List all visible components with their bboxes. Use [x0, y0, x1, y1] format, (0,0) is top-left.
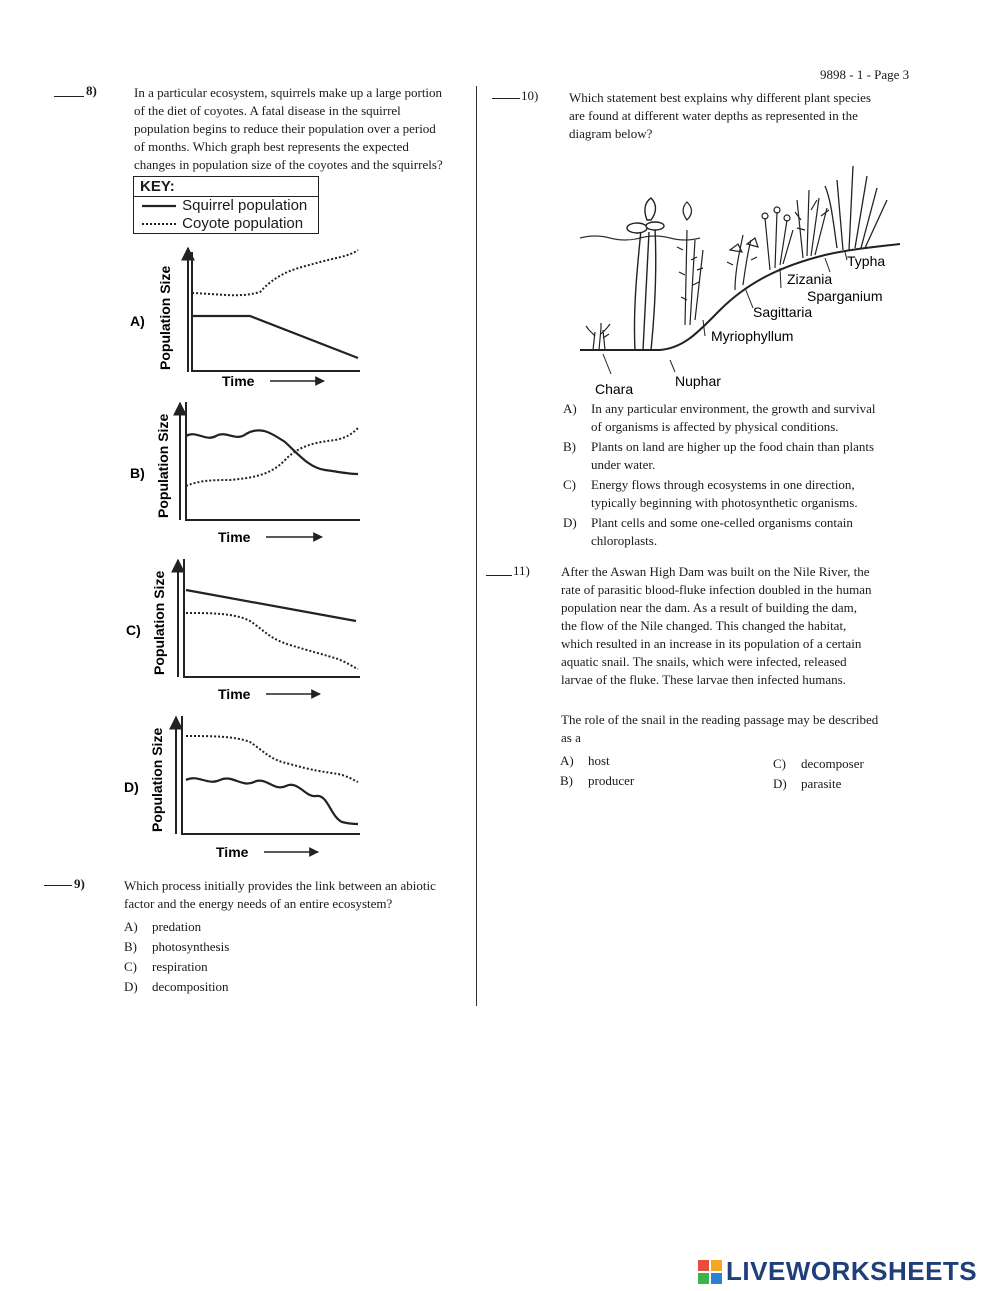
- graph-d-ylabel: Population Size: [149, 727, 165, 832]
- label-typha: Typha: [847, 253, 886, 269]
- label-sagittaria: Sagittaria: [753, 304, 813, 320]
- logo-grid-icon: [698, 1260, 722, 1284]
- page-ref: 9898 - 1 - Page 3: [820, 67, 910, 82]
- q11-line: which resulted in an increase in its population of a certain: [561, 636, 862, 651]
- q10-option-b[interactable]: B) Plants on land are higher up the food chain than plants under water.: [563, 439, 875, 472]
- q9-option-c[interactable]: C) respiration: [124, 959, 208, 974]
- q11-option-a[interactable]: A) host: [560, 753, 610, 768]
- graph-a-label: A): [130, 313, 145, 329]
- sagittaria-plant: [727, 235, 758, 290]
- q9-text: [124, 877, 474, 913]
- key-dotted-label: Coyote population: [182, 215, 304, 232]
- q11-line: After the Aswan High Dam was built on the Nile River, the: [561, 564, 870, 579]
- q11-line: rate of parasitic blood-fluke infection doubled in the human: [561, 582, 872, 597]
- q10-option-d[interactable]: D) Plant cells and some one-celled organisms contain chloroplasts.: [563, 515, 853, 548]
- q10-line: Which statement best explains why different plant species: [569, 90, 871, 105]
- q8-text: [134, 84, 479, 174]
- key-title: KEY:: [134, 177, 318, 197]
- q10-line: are found at different water depths as represented in the: [569, 108, 858, 123]
- dotted-line-swatch: [140, 220, 178, 228]
- label-nuphar: Nuphar: [675, 373, 721, 389]
- q11-prompt-line: The role of the snail in the reading passage may be described: [561, 712, 879, 727]
- typha-plant: [825, 166, 887, 250]
- graph-a-coyote-line: [192, 250, 358, 295]
- q10-options: [563, 400, 908, 552]
- graph-d-xlabel: Time: [216, 844, 249, 860]
- liveworksheets-logo: [698, 1256, 977, 1287]
- graph-c-ylabel: Population Size: [151, 570, 167, 675]
- q8-line: of the diet of coyotes. A fatal disease in the squirrel: [134, 103, 401, 118]
- q11-option-b[interactable]: B) producer: [560, 773, 635, 788]
- key-solid-row: [134, 197, 318, 215]
- plant-depth-diagram: [575, 160, 915, 400]
- q9-option-d[interactable]: D) decomposition: [124, 979, 229, 994]
- graph-a-ylabel: Population Size: [157, 265, 173, 370]
- graph-d-squirrel-line: [186, 778, 358, 824]
- q11-prompt-line: as a: [561, 730, 581, 745]
- q11-text: [561, 563, 906, 689]
- q11-number: 11): [513, 563, 530, 578]
- chara-plant: [586, 323, 610, 350]
- q11-line: the flow of the Nile changed. This changed the habitat,: [561, 618, 847, 633]
- graph-a: [130, 248, 360, 389]
- q8-graphs: [120, 240, 370, 870]
- key-dotted-row: [134, 215, 318, 233]
- q8-line: population begins to reduce their population over a period: [134, 121, 436, 136]
- graph-c-squirrel-line: [186, 590, 356, 621]
- graph-a-xlabel: Time: [222, 373, 255, 389]
- q9-option-b[interactable]: B) photosynthesis: [124, 939, 230, 954]
- nuphar-plant: [627, 198, 664, 350]
- q9-line: factor and the energy needs of an entire ecosystem?: [124, 896, 393, 911]
- q11-line: population near the dam. As a result of building the dam,: [561, 600, 858, 615]
- label-sparganium: Sparganium: [807, 288, 883, 304]
- q8-line: changes in population size of the coyotes and the squirrels?: [134, 157, 443, 172]
- q10-line: diagram below?: [569, 126, 653, 141]
- label-myriophyllum: Myriophyllum: [711, 328, 794, 344]
- graph-a-squirrel-line: [192, 316, 358, 358]
- q9-line: Which process initially provides the link between an abiotic: [124, 878, 436, 893]
- graph-c-xlabel: Time: [218, 686, 251, 702]
- label-zizania: Zizania: [787, 271, 833, 287]
- q10-text: [569, 89, 909, 143]
- graph-c-label: C): [126, 622, 141, 638]
- q9-number: 9): [74, 876, 85, 891]
- q9-option-a[interactable]: A) predation: [124, 919, 202, 934]
- q8-number: 8): [86, 83, 97, 98]
- graph-d-label: D): [124, 779, 139, 795]
- answer-blank-8[interactable]: [54, 84, 84, 97]
- label-chara: Chara: [595, 381, 634, 397]
- q9-options: [124, 917, 229, 997]
- q10-option-c[interactable]: C) Energy flows through ecosystems in one direction, typically beginning with photosynthetic organisms.: [563, 477, 858, 510]
- graph-d-axes: [182, 716, 360, 834]
- myriophyllum-plant: [677, 202, 703, 325]
- graph-b-ylabel: Population Size: [155, 413, 171, 518]
- graph-b-xlabel: Time: [218, 529, 251, 545]
- q11-prompt: [561, 711, 906, 747]
- zizania-plant: [795, 190, 829, 258]
- graph-a-axes: [192, 252, 360, 371]
- sparganium-plant: [762, 207, 793, 270]
- graph-c-coyote-line: [186, 613, 358, 669]
- q11-option-d[interactable]: D) parasite: [773, 776, 842, 791]
- graph-b-axes: [186, 402, 360, 520]
- graph-b-label: B): [130, 465, 145, 481]
- answer-blank-9[interactable]: [44, 885, 72, 886]
- q8-line: In a particular ecosystem, squirrels make up a large portion: [134, 85, 443, 100]
- q11-option-c[interactable]: C) decomposer: [773, 756, 864, 771]
- answer-blank-11[interactable]: [486, 575, 512, 576]
- q8-line: of months. Which graph best represents the expected: [134, 139, 409, 154]
- graph-d-coyote-line: [186, 736, 358, 782]
- graph-b: [130, 402, 360, 545]
- brand-text: LIVEWORKSHEETS: [726, 1256, 978, 1286]
- graph-key: [133, 176, 319, 234]
- key-solid-label: Squirrel population: [182, 197, 308, 214]
- column-divider: [476, 86, 477, 1006]
- graph-b-squirrel-line: [186, 430, 358, 474]
- q10-option-a[interactable]: A) In any particular environment, the growth and survival of organisms is affected by physical conditions.: [563, 401, 876, 434]
- graph-c: [126, 559, 360, 702]
- q10-number: 10): [521, 88, 539, 103]
- answer-blank-10[interactable]: [492, 98, 520, 99]
- graph-d: [124, 716, 360, 860]
- q11-line: larvae of the fluke. These larvae then infected humans.: [561, 672, 846, 687]
- q11-line: aquatic snail. The snails, which were infected, released: [561, 654, 847, 669]
- solid-line-swatch: [140, 202, 178, 210]
